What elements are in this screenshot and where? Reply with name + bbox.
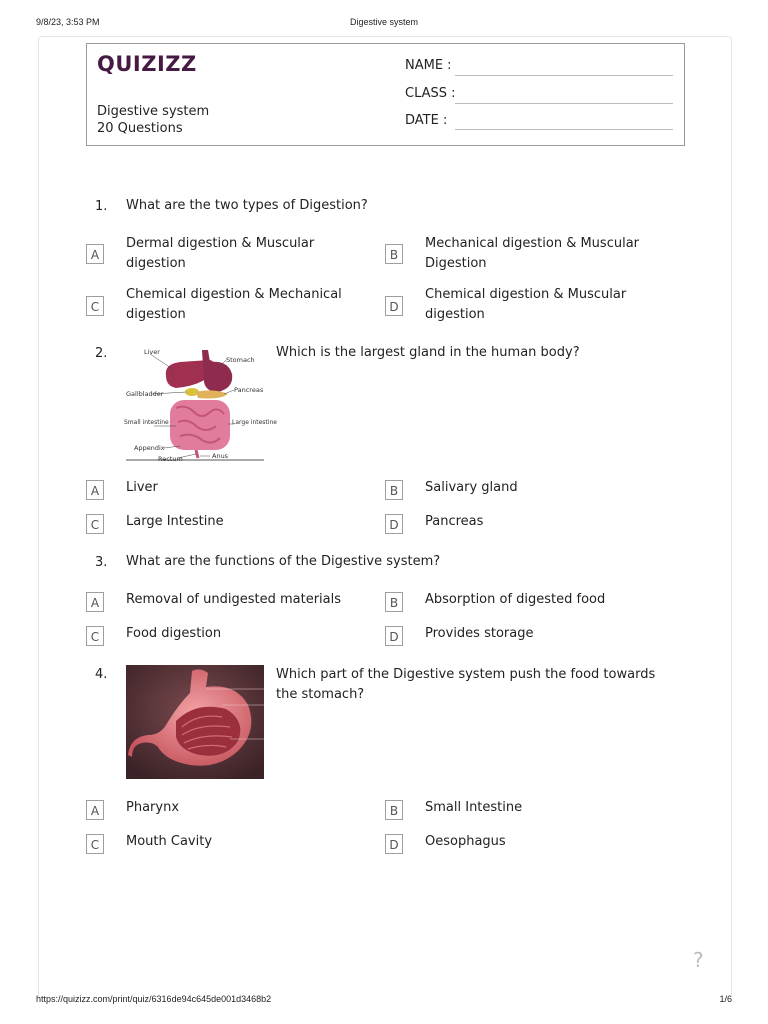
label-gallbladder: Gallbladder — [126, 390, 164, 398]
option-text: Provides storage — [425, 626, 534, 641]
print-url: https://quizizz.com/print/quiz/6316de94c645de001d3468b2 — [36, 994, 272, 1004]
option-text: Oesophagus — [425, 834, 506, 849]
option-letter-d[interactable]: D — [385, 514, 403, 534]
worksheet-header — [86, 43, 685, 146]
option-letter-a[interactable]: A — [86, 800, 104, 820]
class-field[interactable] — [455, 103, 673, 104]
option-letter-c[interactable]: C — [86, 296, 104, 316]
option-letter-b[interactable]: B — [385, 592, 403, 612]
option-letter-a[interactable]: A — [86, 480, 104, 500]
digestive-diagram-image — [124, 342, 277, 463]
question-count: 20 Questions — [97, 121, 183, 136]
option-letter-d[interactable]: D — [385, 834, 403, 854]
label-pancreas: Pancreas — [234, 386, 264, 394]
print-header — [0, 17, 768, 31]
option-text: Chemical digestion & Muscular digestion — [425, 287, 627, 322]
question-number: 4. — [95, 667, 108, 682]
option-text: Large Intestine — [126, 514, 224, 529]
option-text: Absorption of digested food — [425, 592, 606, 607]
question-text: Which part of the Digestive system push the food towards the stomach? — [276, 667, 656, 702]
name-label: NAME : — [405, 58, 452, 73]
question-text: What are the functions of the Digestive system? — [126, 554, 441, 569]
option-letter-c[interactable]: C — [86, 626, 104, 646]
option-text: Liver — [126, 480, 158, 495]
option-letter-a[interactable]: A — [86, 592, 104, 612]
question-number: 2. — [95, 346, 108, 361]
option-text: Chemical digestion & Mechanical digestion — [126, 287, 342, 322]
option-letter-d[interactable]: D — [385, 296, 403, 316]
label-anus: Anus — [212, 452, 229, 460]
option-text: Pancreas — [425, 514, 484, 529]
option-letter-c[interactable]: C — [86, 834, 104, 854]
label-large-intestine: Large intestine — [232, 419, 277, 426]
help-icon[interactable]: ? — [693, 948, 704, 972]
label-liver: Liver — [144, 348, 160, 356]
quizizz-logo: QUIZIZZ — [97, 52, 197, 76]
option-text: Mouth Cavity — [126, 834, 213, 849]
print-title: Digestive system — [349, 17, 419, 27]
print-date: 9/8/23, 3:53 PM — [36, 17, 100, 27]
option-text: Mechanical digestion & Muscular Digestion — [425, 236, 640, 271]
option-letter-b[interactable]: B — [385, 800, 403, 820]
option-text: Food digestion — [126, 626, 222, 641]
option-letter-b[interactable]: B — [385, 244, 403, 264]
option-text: Pharynx — [126, 800, 180, 815]
question-number: 1. — [95, 199, 108, 214]
question-number: 3. — [95, 555, 108, 570]
option-text: Dermal digestion & Muscular digestion — [126, 236, 315, 271]
stomach-photo-image — [126, 665, 264, 779]
class-label: CLASS : — [405, 86, 456, 101]
page-number: 1/6 — [719, 994, 732, 1004]
label-rectum: Rectum — [158, 455, 183, 463]
question-text: What are the two types of Digestion? — [126, 198, 368, 213]
question-text: Which is the largest gland in the human body? — [276, 345, 580, 360]
label-stomach: Stomach — [226, 356, 255, 364]
option-text: Small Intestine — [425, 800, 523, 815]
option-letter-a[interactable]: A — [86, 244, 104, 264]
date-field[interactable] — [455, 129, 673, 130]
name-field[interactable] — [455, 75, 673, 76]
quiz-title: Digestive system — [97, 104, 210, 119]
label-appendix: Appendix — [134, 444, 165, 452]
option-text: Salivary gland — [425, 480, 518, 495]
option-letter-c[interactable]: C — [86, 514, 104, 534]
label-small-intestine: Small intestine — [124, 419, 169, 426]
option-letter-d[interactable]: D — [385, 626, 403, 646]
date-label: DATE : — [405, 113, 448, 128]
option-letter-b[interactable]: B — [385, 480, 403, 500]
option-text: Removal of undigested materials — [126, 592, 342, 607]
